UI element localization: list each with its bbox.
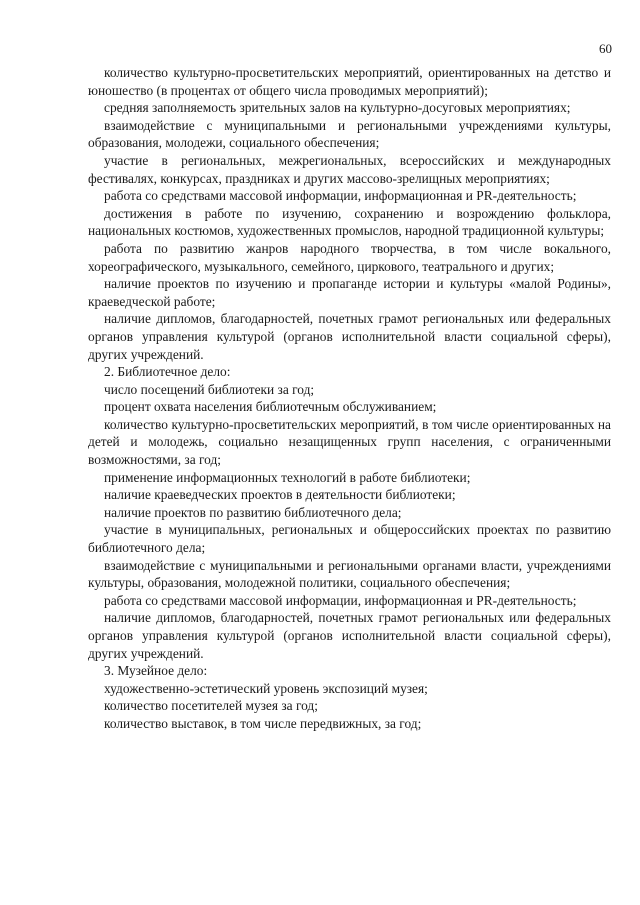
paragraph: взаимодействие с муниципальными и региональными органами власти, учреждениями культуры, образования, молодежной политики, социального обеспечения; — [88, 557, 611, 591]
paragraph: количество культурно-просветительских мероприятий, в том числе ориентированных на детей и молодежь, социально незащищенных групп населения, с ограниченными возможностями, за год; — [88, 416, 611, 468]
paragraph: работа по развитию жанров народного творчества, в том числе вокального, хореографического, музыкального, семейного, циркового, театрального и других; — [88, 240, 611, 274]
paragraph: наличие проектов по развитию библиотечного дела; — [104, 504, 402, 520]
section-heading: 2. Библиотечное дело: — [104, 364, 231, 380]
paragraph: количество культурно-просветительских мероприятий, ориентированных на детство и юношество (в процентах от общего числа проводимых мероприятий); — [88, 65, 611, 98]
paragraph: работа со средствами массовой информации, информационная и PR-деятельность; — [104, 188, 577, 204]
paragraph: применение информационных технологий в работе библиотеки; — [104, 469, 471, 485]
paragraph: наличие проектов по изучению и пропаганде истории и культуры «малой Родины», краеведческой работе; — [88, 276, 611, 309]
document-body — [88, 64, 611, 733]
paragraph: участие в муниципальных, региональных и общероссийских проектах по развитию библиотечного дела; — [88, 522, 611, 556]
paragraph: взаимодействие с муниципальными и региональными учреждениями культуры, образования, молодежи, социального обеспечения; — [88, 117, 611, 151]
paragraph: работа со средствами массовой информации, информационная и PR-деятельность; — [104, 592, 577, 608]
paragraph: количество выставок, в том числе передвижных, за год; — [104, 715, 422, 731]
paragraph: число посещений библиотеки за год; — [104, 381, 315, 397]
paragraph: художественно-эстетический уровень экспозиций музея; — [104, 680, 428, 696]
paragraph: средняя заполняемость зрительных залов на культурно-досуговых мероприятиях; — [104, 100, 571, 116]
paragraph: процент охвата населения библиотечным обслуживанием; — [104, 399, 437, 415]
paragraph: количество посетителей музея за год; — [104, 698, 318, 714]
page-number: 60 — [599, 41, 612, 56]
paragraph: наличие дипломов, благодарностей, почетных грамот региональных или федеральных органов управления культурой (органов исполнительной власти социальной сферы), других учреждений. — [88, 311, 611, 362]
paragraph: участие в региональных, межрегиональных, всероссийских и международных фестивалях, конкурсах, праздниках и других массово-зрелищных мероприятиях; — [88, 152, 611, 186]
paragraph: достижения в работе по изучению, сохранению и возрождению фольклора, национальных костюмов, художественных промыслов, народной традиционной культуры; — [88, 205, 611, 239]
section-heading: 3. Музейное дело: — [104, 663, 208, 679]
paragraph: наличие краеведческих проектов в деятельности библиотеки; — [104, 487, 456, 503]
paragraph: наличие дипломов, благодарностей, почетных грамот региональных или федеральных органов управления культурой (органов исполнительной власти социальной сферы), других учреждений. — [88, 610, 611, 661]
